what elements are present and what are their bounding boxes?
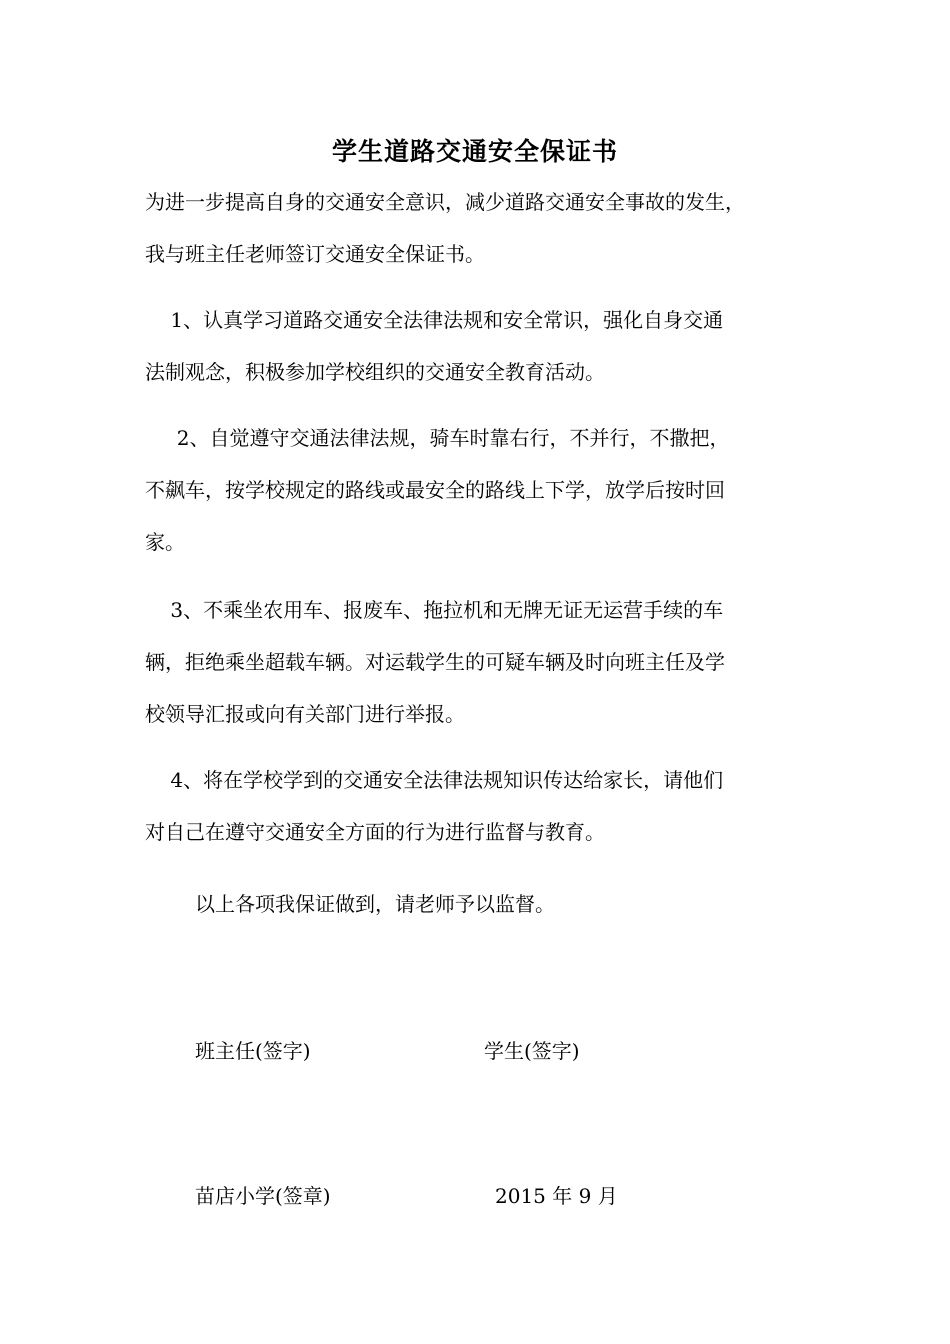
item-3-line-3: 校领导汇报或向有关部门进行举报。 — [145, 702, 465, 726]
school-seal-label: 苗店小学(签章) — [195, 1184, 331, 1208]
item-3-line-2: 辆，拒绝乘坐超载车辆。对运载学生的可疑车辆及时向班主任及学 — [145, 650, 725, 674]
item-4-line-2: 对自己在遵守交通安全方面的行为进行监督与教育。 — [145, 820, 605, 844]
item-1-line-1: 1、认真学习道路交通安全法律法规和安全常识，强化自身交通 — [145, 308, 724, 332]
intro-line-2: 我与班主任老师签订交通安全保证书。 — [145, 242, 485, 266]
item-1-paragraph — [145, 294, 805, 398]
document-title: 学生道路交通安全保证书 — [331, 137, 618, 166]
item-2-line-3: 家。 — [145, 530, 185, 554]
item-3-paragraph — [145, 584, 805, 740]
item-3-line-1: 3、不乘坐农用车、报废车、拖拉机和无牌无证无运营手续的车 — [145, 598, 724, 622]
item-4-line-1: 4、将在学校学到的交通安全法律法规知识传达给家长，请他们 — [145, 768, 724, 792]
closing-paragraph — [195, 878, 855, 930]
intro-line-1: 为进一步提高自身的交通安全意识，减少道路交通安全事故的发生， — [145, 190, 745, 214]
item-4-paragraph — [145, 754, 805, 858]
item-1-line-2: 法制观念，积极参加学校组织的交通安全教育活动。 — [145, 360, 605, 384]
closing-line: 以上各项我保证做到，请老师予以监督。 — [195, 892, 555, 916]
item-2-paragraph — [145, 412, 805, 568]
teacher-signature-label: 班主任(签字) — [195, 1039, 311, 1063]
document-date: 2015 年 9 月 — [495, 1184, 618, 1208]
item-2-line-1: 2、自觉遵守交通法律法规，骑车时靠右行，不并行，不撒把， — [145, 426, 730, 450]
intro-paragraph — [145, 176, 805, 280]
student-signature-label: 学生(签字) — [484, 1039, 580, 1063]
item-2-line-2: 不飙车，按学校规定的路线或最安全的路线上下学，放学后按时回 — [145, 478, 725, 502]
